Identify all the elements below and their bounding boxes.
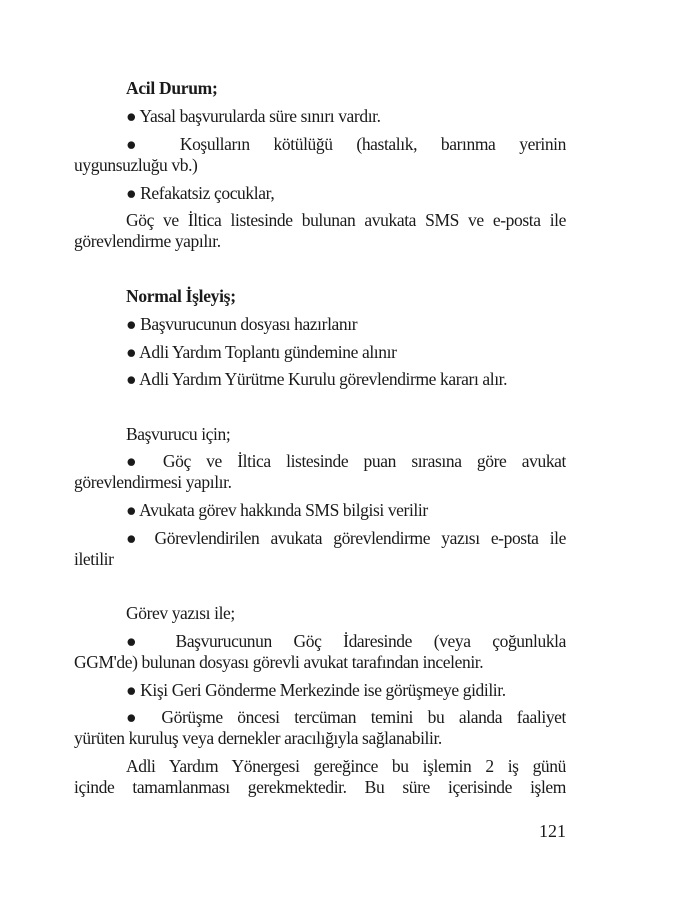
paragraph-line: içinde tamamlanması gerekmektedir. Bu süre içerisinde işlem: [74, 777, 566, 797]
paragraph-line: görevlendirmesi yapılır.: [74, 472, 232, 492]
bullet-item: ● Görevlendirilen avukata görevlendirme yazısı e-posta ile: [126, 528, 566, 548]
section-heading-basvurucu-icin: Başvurucu için;: [126, 424, 231, 444]
paragraph-line: uygunsuzluğu vb.): [74, 155, 198, 175]
section-heading-normal-isleyis: Normal İşleyiş;: [126, 286, 236, 306]
bullet-item: ● Başvurucunun Göç İdaresinde (veya çoğunlukla: [126, 631, 566, 651]
bullet-item: ● Kişi Geri Gönderme Merkezinde ise görüşmeye gidilir.: [126, 680, 506, 700]
section-heading-acil-durum: Acil Durum;: [126, 78, 218, 98]
bullet-item: ● Görüşme öncesi tercüman temini bu alanda faaliyet: [126, 707, 566, 727]
bullet-item: ● Başvurucunun dosyası hazırlanır: [126, 314, 358, 334]
bullet-item: ● Yasal başvurularda süre sınırı vardır.: [126, 106, 381, 126]
bullet-item: ● Koşulların kötülüğü (hastalık, barınma yerinin: [126, 134, 566, 154]
page-number: 121: [539, 821, 566, 841]
section-heading-gorev-yazisi: Görev yazısı ile;: [126, 603, 235, 623]
bullet-item: ● Göç ve İltica listesinde puan sırasına göre avukat: [126, 451, 566, 471]
paragraph-line: Adli Yardım Yönergesi gereğince bu işlemin 2 iş günü: [126, 756, 566, 776]
paragraph-line: iletilir: [74, 549, 114, 569]
bullet-item: ● Refakatsiz çocuklar,: [126, 183, 275, 203]
paragraph-line: görevlendirme yapılır.: [74, 231, 221, 251]
paragraph-line: yürüten kuruluş veya dernekler aracılığıyla sağlanabilir.: [74, 728, 442, 748]
bullet-item: ● Avukata görev hakkında SMS bilgisi verilir: [126, 500, 428, 520]
bullet-item: ● Adli Yardım Yürütme Kurulu görevlendirme kararı alır.: [126, 369, 508, 389]
bullet-item: ● Adli Yardım Toplantı gündemine alınır: [126, 342, 397, 362]
paragraph-line: GGM'de) bulunan dosyası görevli avukat tarafından incelenir.: [74, 652, 484, 672]
paragraph-line: Göç ve İltica listesinde bulunan avukata SMS ve e-posta ile: [126, 210, 566, 230]
